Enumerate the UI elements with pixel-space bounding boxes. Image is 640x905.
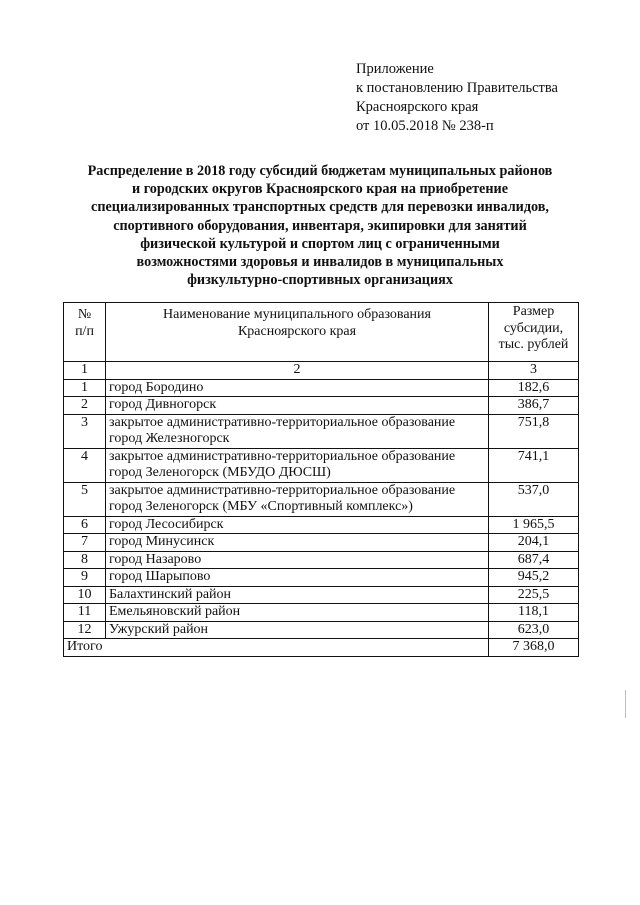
column-index-row	[64, 362, 579, 380]
row-name-line: город Зеленогорск (МБУДО ДЮСШ)	[109, 465, 331, 480]
table-header-row	[64, 303, 579, 362]
row-name-line: город Минусинск	[109, 534, 215, 549]
row-name	[106, 551, 489, 569]
header-sum-line: Размер	[512, 304, 555, 319]
row-number: 1	[64, 379, 106, 397]
row-sum: 225,5	[489, 586, 579, 604]
row-name-line: город Зеленогорск (МБУ «Спортивный комплекс»)	[109, 499, 413, 514]
title-line: Распределение в 2018 году субсидий бюджетам муниципальных районов	[87, 163, 553, 179]
header-name	[106, 303, 489, 362]
table-row	[64, 621, 579, 639]
scan-mark	[625, 690, 626, 718]
row-sum: 741,1	[489, 448, 579, 482]
title-line: физической культурой и спортом лиц с ограниченными	[140, 235, 500, 252]
row-sum: 537,0	[489, 482, 579, 516]
header-name-line: Наименование муниципального образования	[163, 307, 431, 322]
total-label: Итого	[64, 639, 489, 657]
table-row	[64, 414, 579, 448]
table-row	[64, 379, 579, 397]
row-number: 2	[64, 397, 106, 415]
column-index: 3	[489, 362, 579, 380]
row-sum: 751,8	[489, 414, 579, 448]
appendix-line: Красноярского края	[356, 99, 479, 115]
row-name-line: закрытое административно-территориальное образование	[109, 414, 456, 430]
row-sum: 118,1	[489, 604, 579, 622]
row-name-line: город Железногорск	[109, 431, 230, 446]
title-line: специализированных транспортных средств для перевозки инвалидов,	[91, 199, 549, 216]
subsidy-table	[63, 302, 579, 657]
row-sum: 204,1	[489, 534, 579, 552]
table-row	[64, 586, 579, 604]
row-name-line: город Шарыпово	[109, 569, 211, 584]
row-name	[106, 482, 489, 516]
table-row	[64, 448, 579, 482]
appendix-line: от 10.05.2018 № 238-п	[356, 118, 494, 134]
table-row	[64, 534, 579, 552]
row-sum: 623,0	[489, 621, 579, 639]
row-name	[106, 621, 489, 639]
column-index: 1	[64, 362, 106, 380]
row-name-line: город Дивногорск	[109, 397, 217, 412]
header-number	[64, 303, 106, 362]
row-name-line: Емельяновский район	[109, 604, 241, 619]
row-name	[106, 448, 489, 482]
row-number: 3	[64, 414, 106, 448]
row-number: 10	[64, 586, 106, 604]
title-line: спортивного оборудования, инвентаря, экипировки для занятий	[113, 217, 527, 234]
row-name-line: Ужурский район	[109, 621, 209, 637]
table-row	[64, 482, 579, 516]
document-title	[50, 162, 590, 289]
title-line: физкультурно-спортивных организациях	[187, 272, 453, 289]
header-number-line: №	[77, 307, 92, 322]
row-name-line: город Бородино	[109, 379, 204, 395]
appendix-line: к постановлению Правительства	[356, 80, 558, 96]
appendix-block	[356, 60, 558, 136]
table-row	[64, 551, 579, 569]
row-name-line: закрытое административно-территориальное образование	[109, 482, 456, 498]
title-line: и городских округов Красноярского края на приобретение	[131, 181, 508, 198]
row-sum: 945,2	[489, 569, 579, 587]
title-line: возможностями здоровья и инвалидов в муниципальных	[136, 254, 504, 271]
header-sum	[489, 303, 579, 362]
row-name-line: город Назарово	[109, 551, 202, 567]
row-number: 5	[64, 482, 106, 516]
row-name	[106, 414, 489, 448]
row-sum: 687,4	[489, 551, 579, 569]
row-name	[106, 516, 489, 534]
header-name-line: Красноярского края	[237, 323, 357, 339]
header-sum-line: субсидии,	[503, 320, 564, 336]
row-number: 9	[64, 569, 106, 587]
row-number: 6	[64, 516, 106, 534]
row-sum: 386,7	[489, 397, 579, 415]
row-name	[106, 586, 489, 604]
row-name	[106, 379, 489, 397]
row-name	[106, 604, 489, 622]
row-name-line: закрытое административно-территориальное образование	[109, 448, 456, 464]
row-number: 12	[64, 621, 106, 639]
total-row	[64, 639, 579, 657]
header-number-line: п/п	[75, 323, 94, 339]
row-number: 11	[64, 604, 106, 622]
row-name	[106, 569, 489, 587]
row-name	[106, 534, 489, 552]
row-sum: 1 965,5	[489, 516, 579, 534]
row-number: 4	[64, 448, 106, 482]
table-row	[64, 516, 579, 534]
row-number: 8	[64, 551, 106, 569]
table-row	[64, 569, 579, 587]
appendix-line: Приложение	[356, 61, 434, 77]
row-sum: 182,6	[489, 379, 579, 397]
row-name-line: Балахтинский район	[109, 586, 232, 602]
table-row	[64, 604, 579, 622]
row-name	[106, 397, 489, 415]
table-row	[64, 397, 579, 415]
row-name-line: город Лесосибирск	[109, 516, 224, 532]
header-sum-line: тыс. рублей	[498, 337, 569, 352]
row-number: 7	[64, 534, 106, 552]
total-sum: 7 368,0	[489, 639, 579, 657]
column-index: 2	[106, 362, 489, 380]
